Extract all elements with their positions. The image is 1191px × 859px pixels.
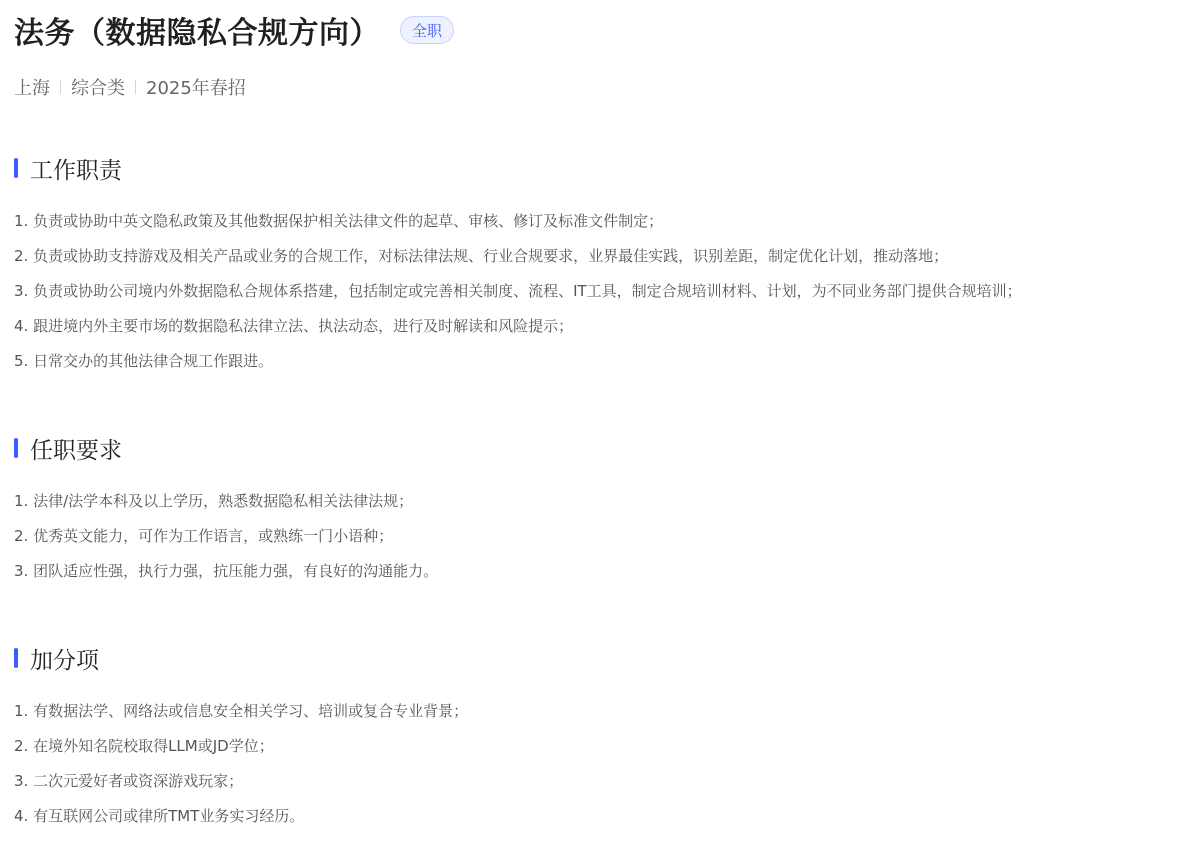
meta-divider: [135, 80, 136, 94]
list-item: 5. 日常交办的其他法律合规工作跟进。: [14, 352, 274, 370]
list-item: 4. 跟进境内外主要市场的数据隐私法律立法、执法动态，进行及时解读和风险提示；: [14, 317, 574, 335]
section-title: 任职要求: [30, 437, 122, 464]
list-item: 1. 法律/法学本科及以上学历，熟悉数据隐私相关法律法规；: [14, 492, 414, 510]
section-heading-requirements: [14, 433, 122, 463]
list-item: 3. 负责或协助公司境内外数据隐私合规体系搭建，包括制定或完善相关制度、流程、IT工具，制定合规培训材料、计划，为不同业务部门提供合规培训；: [14, 282, 1022, 300]
section-title: 工作职责: [30, 157, 122, 184]
list-item: 2. 负责或协助支持游戏及相关产品或业务的合规工作，对标法律法规、行业合规要求，业界最佳实践，识别差距，制定优化计划，推动落地；: [14, 247, 949, 265]
list-item: 1. 负责或协助中英文隐私政策及其他数据保护相关法律文件的起草、审核、修订及标准文件制定；: [14, 212, 664, 230]
list-item: 2. 优秀英文能力，可作为工作语言，或熟练一门小语种；: [14, 527, 394, 545]
job-category: 综合类: [71, 78, 125, 99]
list-item: 3. 团队适应性强，执行力强，抗压能力强，有良好的沟通能力。: [14, 562, 439, 580]
list-item: 3. 二次元爱好者或资深游戏玩家；: [14, 772, 244, 790]
list-item: 2. 在境外知名院校取得LLM或JD学位；: [14, 737, 274, 755]
job-meta-row: [14, 74, 246, 100]
list-item: 4. 有互联网公司或律所TMT业务实习经历。: [14, 807, 305, 825]
section-heading-duties: [14, 153, 122, 183]
job-location: 上海: [14, 78, 50, 99]
job-title: 法务（数据隐私合规方向）: [14, 16, 380, 51]
section-title: 加分项: [30, 647, 99, 674]
requirements-list: [14, 484, 438, 589]
job-title-row: [14, 8, 454, 52]
section-heading-bonus: [14, 643, 99, 673]
heading-accent-bar: [14, 438, 18, 458]
bonus-list: [14, 694, 468, 834]
meta-divider: [60, 80, 61, 94]
heading-accent-bar: [14, 648, 18, 668]
heading-accent-bar: [14, 158, 18, 178]
job-type-badge: 全职: [400, 16, 454, 44]
duties-list: [14, 204, 1022, 379]
job-recruitment-season: 2025年春招: [146, 78, 246, 99]
list-item: 1. 有数据法学、网络法或信息安全相关学习、培训或复合专业背景；: [14, 702, 469, 720]
